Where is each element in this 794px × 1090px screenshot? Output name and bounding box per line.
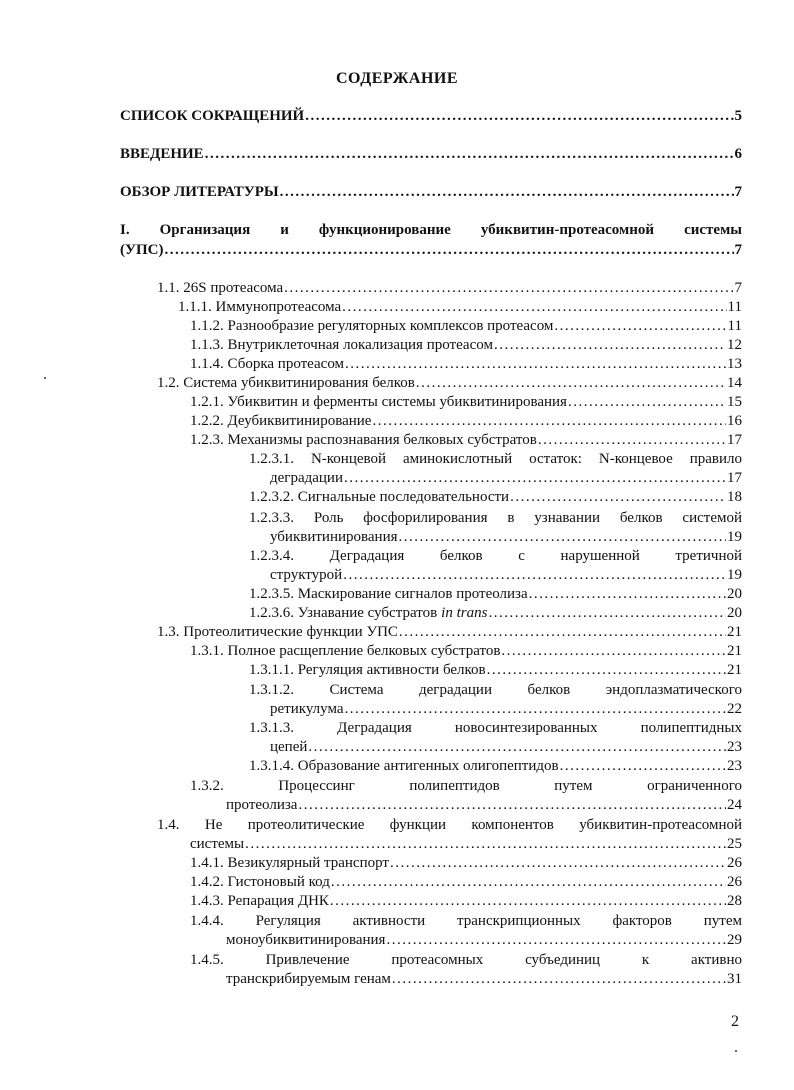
leader-dots: [390, 855, 726, 872]
leader-dots: [487, 662, 726, 679]
leader-dots: [284, 280, 733, 297]
toc-entry-1-2-3-1[interactable]: [270, 470, 742, 487]
toc-entry-page: 23: [727, 739, 742, 755]
toc-entry-page: 17: [727, 470, 742, 486]
toc-entry-label: 1.2. Система убиквитинирования белков: [157, 375, 415, 391]
toc-entry-label: (УПС): [120, 242, 164, 258]
toc-entry-label: 1.4.3. Репарация ДНК: [190, 893, 329, 909]
toc-entry-label: 1.1.1. Иммунопротеасома: [178, 299, 342, 315]
toc-entry-1-3-1-2-line1[interactable]: 1.3.1.2. Система деградации белков эндоплазматического: [249, 682, 742, 698]
toc-entry-page: 25: [727, 836, 742, 852]
toc-entry-page: 20: [727, 605, 742, 621]
toc-entry-1-4-3[interactable]: [190, 893, 742, 910]
toc-entry-label: 1.2.3.5. Маскирование сигналов протеолиза: [249, 586, 528, 602]
toc-entry-1-3-1-3[interactable]: [270, 739, 742, 756]
toc-entry-1-4-4[interactable]: [226, 932, 742, 949]
toc-entry-page: 24: [727, 797, 742, 813]
toc-entry-1-3-2[interactable]: [226, 797, 742, 814]
toc-entry-1-3-1[interactable]: [190, 643, 742, 660]
toc-entry-page: 11: [727, 299, 742, 315]
toc-entry-1-2-3[interactable]: [190, 432, 742, 449]
toc-entry-1-2[interactable]: [157, 375, 742, 392]
toc-entry-label: транскрибируемым генам: [226, 971, 391, 987]
toc-entry-label: 1.1.3. Внутриклеточная локализация протеасом: [190, 337, 493, 353]
leader-dots: [245, 836, 726, 853]
toc-entry-page: 21: [727, 662, 742, 678]
leader-dots: [568, 394, 726, 411]
toc-entry-label: структурой: [270, 567, 343, 583]
leader-dots: [308, 739, 726, 756]
toc-entry-1-3-1-3-line1[interactable]: 1.3.1.3. Деградация новосинтезированных полипептидных: [249, 720, 742, 736]
toc-entry-1-1-2[interactable]: [190, 318, 742, 335]
page-title: СОДЕРЖАНИЕ: [335, 70, 459, 87]
toc-entry-page: 31: [727, 971, 742, 987]
toc-entry-page: 7: [734, 280, 742, 296]
toc-entry-page: 26: [727, 855, 742, 871]
toc-entry-1-2-3-5[interactable]: [249, 586, 742, 603]
scan-speck: [735, 1050, 737, 1052]
toc-entry-page: 7: [734, 184, 742, 200]
toc-entry-1-2-3-4[interactable]: [270, 567, 742, 584]
toc-entry-1-4-line1[interactable]: 1.4. Не протеолитические функции компонентов убиквитин-протеасомной: [157, 817, 742, 833]
toc-entry-1-1-4[interactable]: [190, 356, 742, 373]
toc-entry-1-4[interactable]: [190, 836, 742, 853]
toc-entry-abbreviations[interactable]: [120, 108, 742, 125]
toc-entry-label: протеолиза: [226, 797, 298, 813]
toc-entry-1-2-1[interactable]: [190, 394, 742, 411]
toc-entry-label: моноубиквитинирования: [226, 932, 386, 948]
leader-dots: [392, 971, 726, 988]
toc-entry-page: 28: [727, 893, 742, 909]
leader-dots: [343, 567, 726, 584]
toc-entry-label: 1.4.2. Гистоновый код: [190, 874, 330, 890]
leader-dots: [205, 146, 734, 163]
leader-dots: [386, 932, 726, 949]
leader-dots: [510, 489, 726, 506]
leader-dots: [344, 470, 726, 487]
toc-entry-introduction[interactable]: [120, 146, 742, 163]
toc-entry-page: 20: [727, 586, 742, 602]
toc-entry-label: 1.2.3. Механизмы распознавания белковых субстратов: [190, 432, 537, 448]
leader-dots: [538, 432, 726, 449]
leader-dots: [280, 184, 734, 201]
leader-dots: [416, 375, 726, 392]
leader-dots: [399, 529, 727, 546]
toc-entry-label: 1.3.1.1. Регуляция активности белков: [249, 662, 486, 678]
toc-entry-label: 1.3.1. Полное расщепление белковых субстратов: [190, 643, 501, 659]
scan-speck: [44, 377, 46, 379]
leader-dots: [331, 874, 726, 891]
toc-entry-page: 26: [727, 874, 742, 890]
toc-entry-1-1[interactable]: [157, 280, 742, 297]
toc-entry-page: 19: [727, 529, 742, 545]
toc-entry-label: ОБЗОР ЛИТЕРАТУРЫ: [120, 184, 279, 200]
leader-dots: [345, 701, 727, 718]
leader-dots: [494, 337, 726, 354]
toc-entry-page: 15: [727, 394, 742, 410]
toc-entry-1-2-3-3-line1[interactable]: 1.2.3.3. Роль фосфорилирования в узнавании белков системой: [249, 510, 742, 526]
toc-entry-1-3[interactable]: [157, 624, 742, 641]
leader-dots: [488, 605, 726, 622]
toc-entry-page: 14: [727, 375, 742, 391]
leader-dots: [372, 413, 726, 430]
toc-entry-1-3-1-4[interactable]: [249, 758, 742, 775]
toc-entry-label: деградации: [270, 470, 343, 486]
toc-entry-page: 7: [734, 242, 742, 258]
toc-entry-label: 1.3. Протеолитические функции УПС: [157, 624, 398, 640]
toc-entry-part1[interactable]: [120, 242, 742, 259]
toc-entry-label-italic: in trans: [441, 605, 488, 621]
toc-entry-page: 23: [727, 758, 742, 774]
toc-entry-label: убиквитинирования: [270, 529, 398, 545]
toc-entry-1-2-3-1-line1[interactable]: 1.2.3.1. N-концевой аминокислотный остаток: N-концевое правило: [249, 451, 742, 467]
toc-entry-page: 11: [727, 318, 742, 334]
toc-entry-label: 1.2.3.6. Узнавание субстратов: [249, 605, 438, 621]
toc-entry-page: 29: [727, 932, 742, 948]
leader-dots: [529, 586, 726, 603]
toc-entry-1-2-3-4-line1[interactable]: 1.2.3.4. Деградация белков с нарушенной третичной: [249, 548, 742, 564]
toc-entry-1-2-3-6[interactable]: [249, 605, 742, 622]
toc-entry-label: 1.2.1. Убиквитин и ферменты системы убиквитинирования: [190, 394, 567, 410]
toc-entry-1-3-2-line1[interactable]: 1.3.2. Процессинг полипептидов путем ограниченного: [190, 778, 742, 794]
toc-entry-page: 5: [734, 108, 742, 124]
toc-entry-page: 6: [734, 146, 742, 162]
toc-entry-label: 1.1.4. Сборка протеасом: [190, 356, 345, 372]
toc-entry-1-2-3-3[interactable]: [270, 529, 742, 546]
toc-entry-label: 1.2.2. Деубиквитинирование: [190, 413, 372, 429]
toc-entry-1-3-1-1[interactable]: [249, 662, 742, 679]
leader-dots: [305, 108, 733, 125]
toc-entry-1-2-3-2[interactable]: [249, 489, 742, 506]
toc-entry-page: 21: [727, 643, 742, 659]
toc-entry-page: 12: [727, 337, 742, 353]
leader-dots: [399, 624, 726, 641]
page-number: 2: [731, 1013, 739, 1030]
toc-entry-label: СПИСОК СОКРАЩЕНИЙ: [120, 108, 305, 124]
toc-entry-1-3-1-2[interactable]: [270, 701, 742, 718]
leader-dots: [298, 797, 726, 814]
leader-dots: [330, 893, 726, 910]
toc-entry-page: 13: [727, 356, 742, 372]
leader-dots: [342, 299, 726, 316]
toc-entry-label: ВВЕДЕНИЕ: [120, 146, 204, 162]
toc-entry-page: 17: [727, 432, 742, 448]
toc-entry-label: 1.2.3.2. Сигнальные последовательности: [249, 489, 510, 505]
toc-entry-label: 1.1. 26S протеасома: [157, 280, 284, 296]
toc-entry-1-4-4-line1[interactable]: 1.4.4. Регуляция активности транскрипционных факторов путем: [190, 913, 742, 929]
toc-entry-part1-line1[interactable]: I. Организация и функционирование убиквитин-протеасомной системы: [120, 222, 742, 238]
leader-dots: [560, 758, 726, 775]
toc-entry-page: 22: [727, 701, 742, 717]
toc-entry-1-1-3[interactable]: [190, 337, 742, 354]
toc-entry-label: 1.4.1. Везикулярный транспорт: [190, 855, 389, 871]
toc-entry-1-4-5-line1[interactable]: 1.4.5. Привлечение протеасомных субъединиц к активно: [190, 952, 742, 968]
toc-entry-page: 18: [727, 489, 742, 505]
toc-entry-1-4-2[interactable]: [190, 874, 742, 891]
toc-entry-page: 19: [727, 567, 742, 583]
toc-entry-page: 16: [727, 413, 742, 429]
toc-entry-label: системы: [190, 836, 245, 852]
toc-entry-label: 1.3.1.4. Образование антигенных олигопептидов: [249, 758, 559, 774]
toc-entry-review[interactable]: [120, 184, 742, 201]
toc-entry-label: ретикулума: [270, 701, 344, 717]
leader-dots: [165, 242, 734, 259]
leader-dots: [554, 318, 726, 335]
toc-entry-page: 21: [727, 624, 742, 640]
toc-entry-label: 1.1.2. Разнообразие регуляторных комплексов протеасом: [190, 318, 554, 334]
toc-entry-1-4-1[interactable]: [190, 855, 742, 872]
toc-entry-label: цепей: [270, 739, 308, 755]
toc-entry-1-2-2[interactable]: [190, 413, 742, 430]
toc-entry-1-4-5[interactable]: [226, 971, 742, 988]
leader-dots: [501, 643, 726, 660]
leader-dots: [345, 356, 726, 373]
toc-entry-1-1-1[interactable]: [178, 299, 742, 316]
